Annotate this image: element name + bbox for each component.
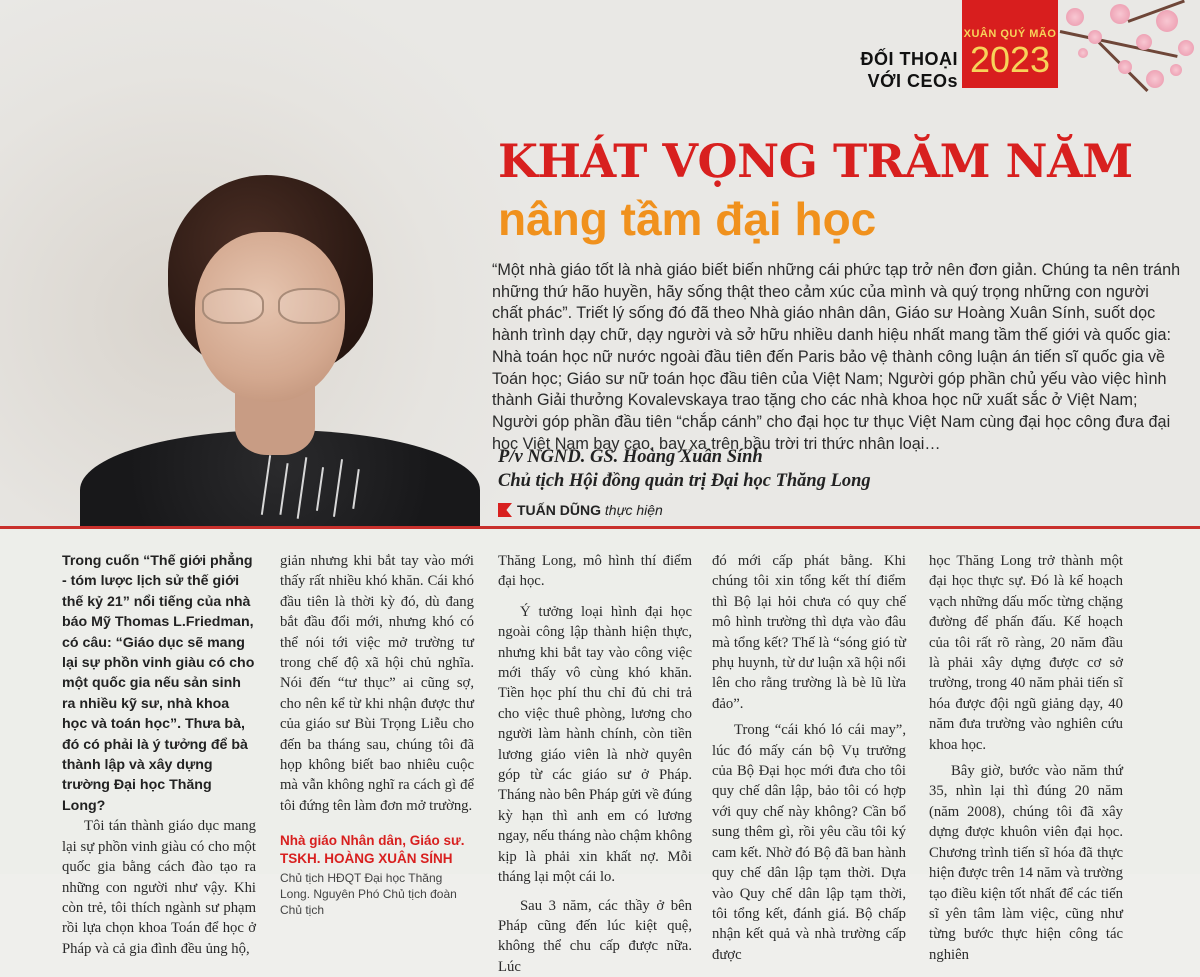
paragraph: Bây giờ, bước vào năm thứ 35, nhìn lại thì đúng 20 năm (năm 2008), chúng tôi đã xây dựng được khuôn viên đại học. Chương trình tiến sĩ hóa đã thực hiện được trên 14 năm và trường tạo điều kiện tốt nhất để các tiến sĩ yên tâm làm việc, cũng như từng bước thực hiện công tác nghiên [929, 761, 1123, 965]
edition-badge [962, 0, 1058, 88]
author-flag-icon [498, 503, 512, 517]
caption-name: Nhà giáo Nhân dân, Giáo sư. TSKH. HOÀNG XUÂN SÍNH [280, 832, 474, 868]
author-name: TUẤN DŨNG [517, 502, 601, 518]
column-2 [280, 551, 474, 918]
byline [498, 445, 1098, 493]
caption-description: Chủ tịch HĐQT Đại học Thăng Long. Nguyên Phó Chủ tịch đoàn Chủ tịch [280, 870, 474, 918]
paragraph: đó mới cấp phát bằng. Khi chúng tôi xin tổng kết thí điểm thì Bộ lại hỏi chưa có quy chế mô hình trường thì dựa vào đâu mà tổng kết? Thế là “sóng gió từ phụ huynh, từ dư luận xã hội nổi lên cho rằng trường là bè lũ lừa đảo”. [712, 551, 906, 714]
author-credit [498, 502, 663, 518]
interview-question: Trong cuốn “Thế giới phẳng - tóm lược lịch sử thế giới thế kỷ 21” nổi tiếng của nhà báo Mỹ Thomas L.Friedman, có câu: “Giáo dục sẽ mang lại sự phồn vinh giàu có cho một quốc gia nếu sản sinh ra nhiều kỹ sư, nhà khoa học và toán học”. Thưa bà, đó có phải là ý tưởng để bà thành lập và xây dựng trường Đại học Thăng Long? [62, 551, 256, 816]
portrait-glasses [198, 288, 344, 328]
section-label-line2: VỚI CEOs [838, 70, 958, 92]
column-1 [62, 551, 256, 959]
paragraph: Ý tưởng loại hình đại học ngoài công lập thành hiện thực, nhưng khi bắt tay vào công việc mới thấy vô cùng khó khăn. Tiền học phí thu chỉ đủ chi trả cho việc thuê phòng, lương cho người làm hành chính, còn tiền lương giáo viên là nhờ quyên góp từ các giáo sư ở Pháp. Tháng nào bên Pháp gửi về đúng kỳ hạn thì anh em có lương ngay, nếu tháng nào chậm không kịp là phải xin khất nợ. Mỗi tháng lại một cái lo. [498, 602, 692, 888]
sapo-intro: “Một nhà giáo tốt là nhà giáo biết biến những cái phức tạp trở nên đơn giản. Chúng ta nên tránh những thứ hão huyền, hãy sống thật theo cảm xúc của mình và quý trọng những con người chất phác”. Triết lý sống đó đã theo Nhà giáo nhân dân, Giáo sư Hoàng Xuân Sính, suốt dọc hành trình dạy chữ, dạy người và sở hữu nhiều danh hiệu nhất mang tầm thế giới và quốc gia: Nhà toán học nữ nước ngoài đầu tiên đến Paris bảo vệ thành công luận án tiến sĩ quốc gia về Toán học; Giáo sư nữ toán học đầu tiên của Việt Nam; Người góp phần chủ yếu vào việc hình thành Giải thưởng Kovalevskaya trao tặng cho các nhà khoa học nữ xuất sắc ở Việt Nam; Người góp phần đầu tiên “chắp cánh” cho đại học tư thục Việt Nam cùng đại học công đưa đại học Việt Nam bay cao, bay xa trên bầu trời tri thức nhân loại… [492, 260, 1182, 455]
paragraph: Thăng Long, mô hình thí điểm đại học. [498, 551, 692, 592]
paragraph: Sau 3 năm, các thầy ở bên Pháp cũng đến lúc kiệt quệ, không thể chu cấp được nữa. Lúc [498, 896, 692, 977]
column-3 [498, 551, 692, 977]
paragraph: Trong “cái khó ló cái may”, lúc đó mấy cán bộ Vụ trưởng của Bộ Đại học mới đưa cho tôi quy chế dân lập, bảo tôi có hợp với quy chế này không? Cần bổ sung thêm gì, rồi yêu cầu tôi ký cam kết. Nhờ đó Bộ đã ban hành quy chế dân lập tạm thời. Dựa vào Quy chế dân lập tạm thời, tôi tổng kết, đánh giá. Bộ chấp nhận kết quả và nhà trường cấp được [712, 720, 906, 965]
section-label [838, 48, 958, 92]
portrait-photo [40, 170, 510, 528]
edition-year: 2023 [962, 40, 1058, 80]
paragraph: giản nhưng khi bắt tay vào mới thấy rất nhiều khó khăn. Cái khó đầu tiên là thời kỳ đó, dù đang bắt đầu đổi mới, nhưng khó có thể nói tới việc mở trường tư trong chế độ xã hội chủ nghĩa. Nói đến “tư thục” ai cũng sợ, cho nên kể từ khi nhận được thư của giáo sư Bùi Trọng Liễu cho đến ba tháng sau, chúng tôi đã họp không biết bao nhiêu cuộc mà vẫn không nghĩ ra cách gì để tôi đứng tên làm đơn mở trường. [280, 551, 474, 816]
paragraph: học Thăng Long trở thành một đại học thực sự. Đó là kế hoạch vạch những dấu mốc từng chặng đường để phấn đấu. Kế hoạch của tôi rất rõ ràng, 20 năm đầu là phải xây dựng được cơ sở trường, trong 40 năm phải tiến sĩ hóa được đội ngũ giảng dạy, 40 năm đưa trường vào nghiên cứu khoa học. [929, 551, 1123, 755]
column-4 [712, 551, 906, 965]
photo-caption [280, 832, 474, 918]
headline-line2: nâng tầm đại học [498, 192, 1138, 246]
paragraph: Tôi tán thành giáo dục mang lại sự phồn vinh giàu có cho một quốc gia bằng cách đào tạo ra những con người như vậy. Khi còn trẻ, tôi thích ngành sư phạm rồi lựa chọn khoa Toán để học ở Pháp và cả gia đình đều ủng hộ, [62, 816, 256, 959]
headline-line1: KHÁT VỌNG TRĂM NĂM [498, 134, 1138, 188]
shirt-pattern [255, 455, 375, 525]
author-role: thực hiện [605, 502, 663, 518]
byline-title: Chủ tịch Hội đồng quản trị Đại học Thăng Long [498, 469, 1098, 493]
cherry-blossom-icon [1058, 0, 1200, 100]
edition-small: XUÂN QUÝ MÃO [962, 28, 1058, 40]
byline-interviewee: P/v NGND. GS. Hoàng Xuân Sính [498, 445, 1098, 469]
column-5 [929, 551, 1123, 965]
section-label-line1: ĐỐI THOẠI [838, 48, 958, 70]
